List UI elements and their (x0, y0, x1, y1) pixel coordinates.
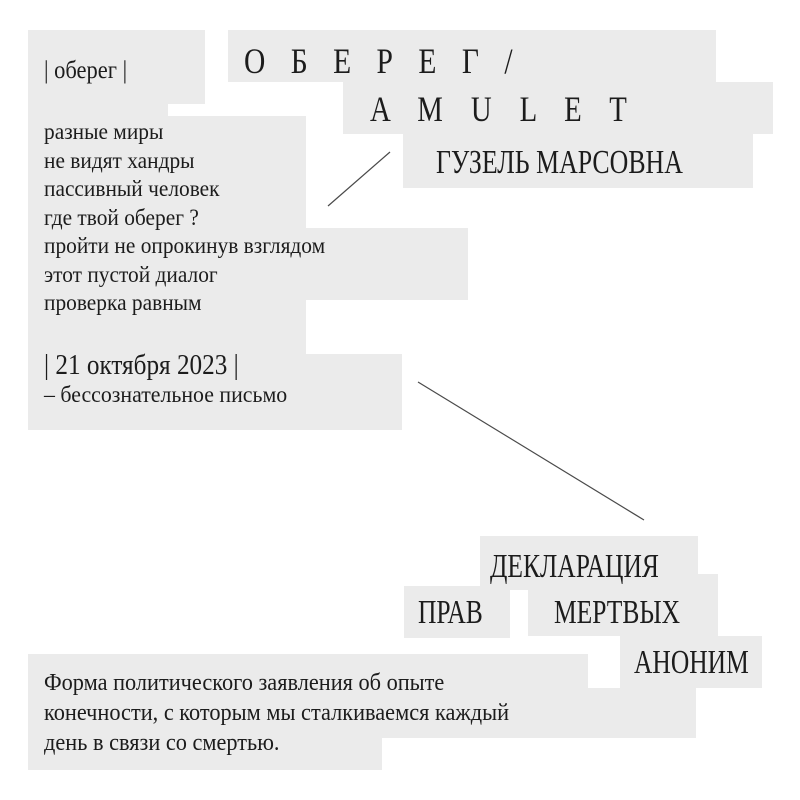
amulet-poem (44, 118, 346, 318)
poem-line: где твой оберег ? (44, 204, 199, 230)
declaration-title-word3: МЕРТВЫХ (554, 594, 680, 631)
declaration-author: АНОНИМ (634, 644, 749, 681)
poem-line: не видят хандры (44, 147, 195, 173)
poem-line: разные миры (44, 119, 164, 144)
description-line: конечности, с которым мы сталкиваемся каждый (44, 700, 510, 726)
poem-line: проверка равным (44, 290, 202, 315)
declaration-title-word2: ПРАВ (418, 594, 483, 631)
amulet-author: ГУЗЕЛЬ МАРСОВНА (436, 144, 683, 181)
amulet-title-line1: О Б Е Р Е Г / (244, 41, 513, 81)
description-line: день в связи со смертью. (44, 730, 280, 756)
amulet-tag: | оберег | (44, 57, 128, 84)
declaration-description (44, 668, 544, 758)
amulet-note: – бессознательное письмо (44, 382, 288, 407)
amulet-date: | 21 октября 2023 | (44, 350, 239, 381)
description-line: Форма политического заявления об опыте (44, 670, 445, 696)
amulet-title-line2: A M U L E T (370, 89, 627, 129)
declaration-title-word1: ДЕКЛАРАЦИЯ (490, 548, 659, 585)
connector-line-declaration (418, 382, 644, 520)
poem-line: пассивный человек (44, 176, 220, 201)
poem-line: этот пустой диалог (44, 261, 218, 287)
poem-line: пройти не опрокинув взглядом (44, 233, 326, 258)
